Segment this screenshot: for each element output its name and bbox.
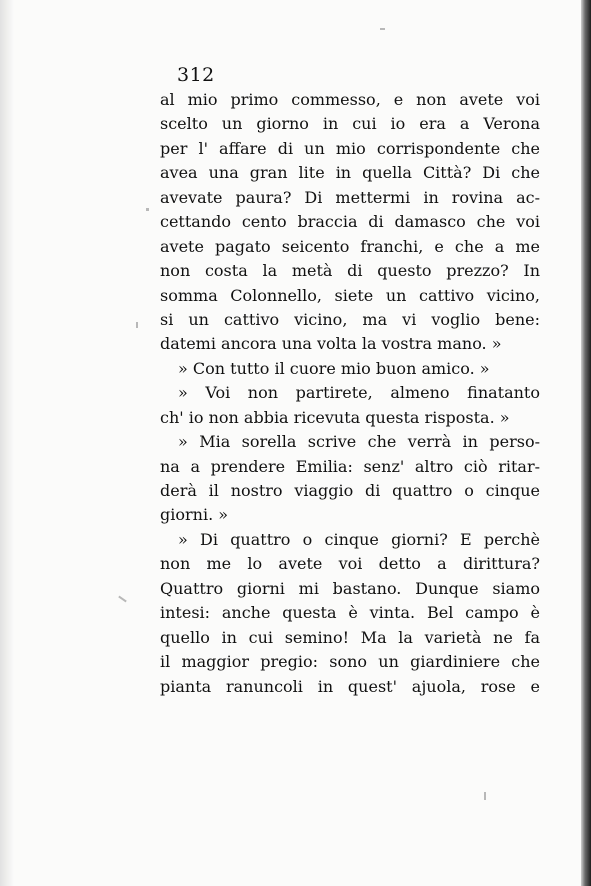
text-line: na a prendere Emilia: senz' altro ciò ritar- bbox=[160, 456, 540, 476]
text-line: intesi: anche questa è vinta. Bel campo è bbox=[160, 603, 540, 623]
text-line: avevate paura? Di mettermi in rovina ac- bbox=[160, 187, 540, 207]
text-line: scelto un giorno in cui io era a Verona bbox=[160, 114, 540, 134]
page-edge-shadow bbox=[581, 0, 591, 886]
text-line: avete pagato seicento franchi, e che a me bbox=[160, 236, 540, 256]
text-line: ch' io non abbia ricevuta questa risposta. » bbox=[160, 407, 510, 427]
text-line: datemi ancora una volta la vostra mano. » bbox=[160, 334, 502, 354]
text-line: avea una gran lite in quella Città? Di che bbox=[160, 163, 540, 183]
text-line: pianta ranuncoli in quest' ajuola, rose e bbox=[160, 676, 540, 696]
text-line: derà il nostro viaggio di quattro o cinque bbox=[160, 481, 540, 500]
page-gutter-shadow bbox=[0, 0, 14, 886]
scan-speck bbox=[484, 792, 486, 800]
text-line: cettando cento braccia di damasco che voi bbox=[160, 212, 540, 232]
text-line: » Con tutto il cuore mio buon amico. » bbox=[178, 358, 490, 378]
page-number: 312 bbox=[177, 64, 215, 86]
text-line: giorni. » bbox=[160, 505, 229, 525]
text-line: » Voi non partirete, almeno finatanto bbox=[178, 383, 540, 403]
text-line: » Mia sorella scrive che verrà in perso- bbox=[178, 432, 540, 452]
text-line: somma Colonnello, siete un cattivo vicino, bbox=[160, 285, 540, 305]
text-line: per l' affare di un mio corrispondente che bbox=[160, 138, 540, 158]
text-line: si un cattivo vicino, ma vi voglio bene: bbox=[160, 309, 540, 329]
body-text bbox=[160, 88, 540, 699]
text-line: Quattro giorni mi bastano. Dunque siamo bbox=[160, 578, 540, 598]
scan-speck bbox=[136, 322, 138, 328]
text-line: non costa la metà di questo prezzo? In bbox=[160, 261, 540, 281]
scan-speck bbox=[146, 208, 149, 211]
scan-speck bbox=[380, 28, 385, 30]
text-line: il maggior pregio: sono un giardiniere che bbox=[160, 652, 540, 672]
text-line: » Di quattro o cinque giorni? E perchè bbox=[178, 529, 540, 549]
text-line: quello in cui semino! Ma la varietà ne fa bbox=[160, 627, 540, 647]
text-line: non me lo avete voi detto a dirittura? bbox=[160, 554, 540, 574]
scan-speck bbox=[118, 596, 127, 603]
text-line: al mio primo commesso, e non avete voi bbox=[160, 90, 540, 109]
